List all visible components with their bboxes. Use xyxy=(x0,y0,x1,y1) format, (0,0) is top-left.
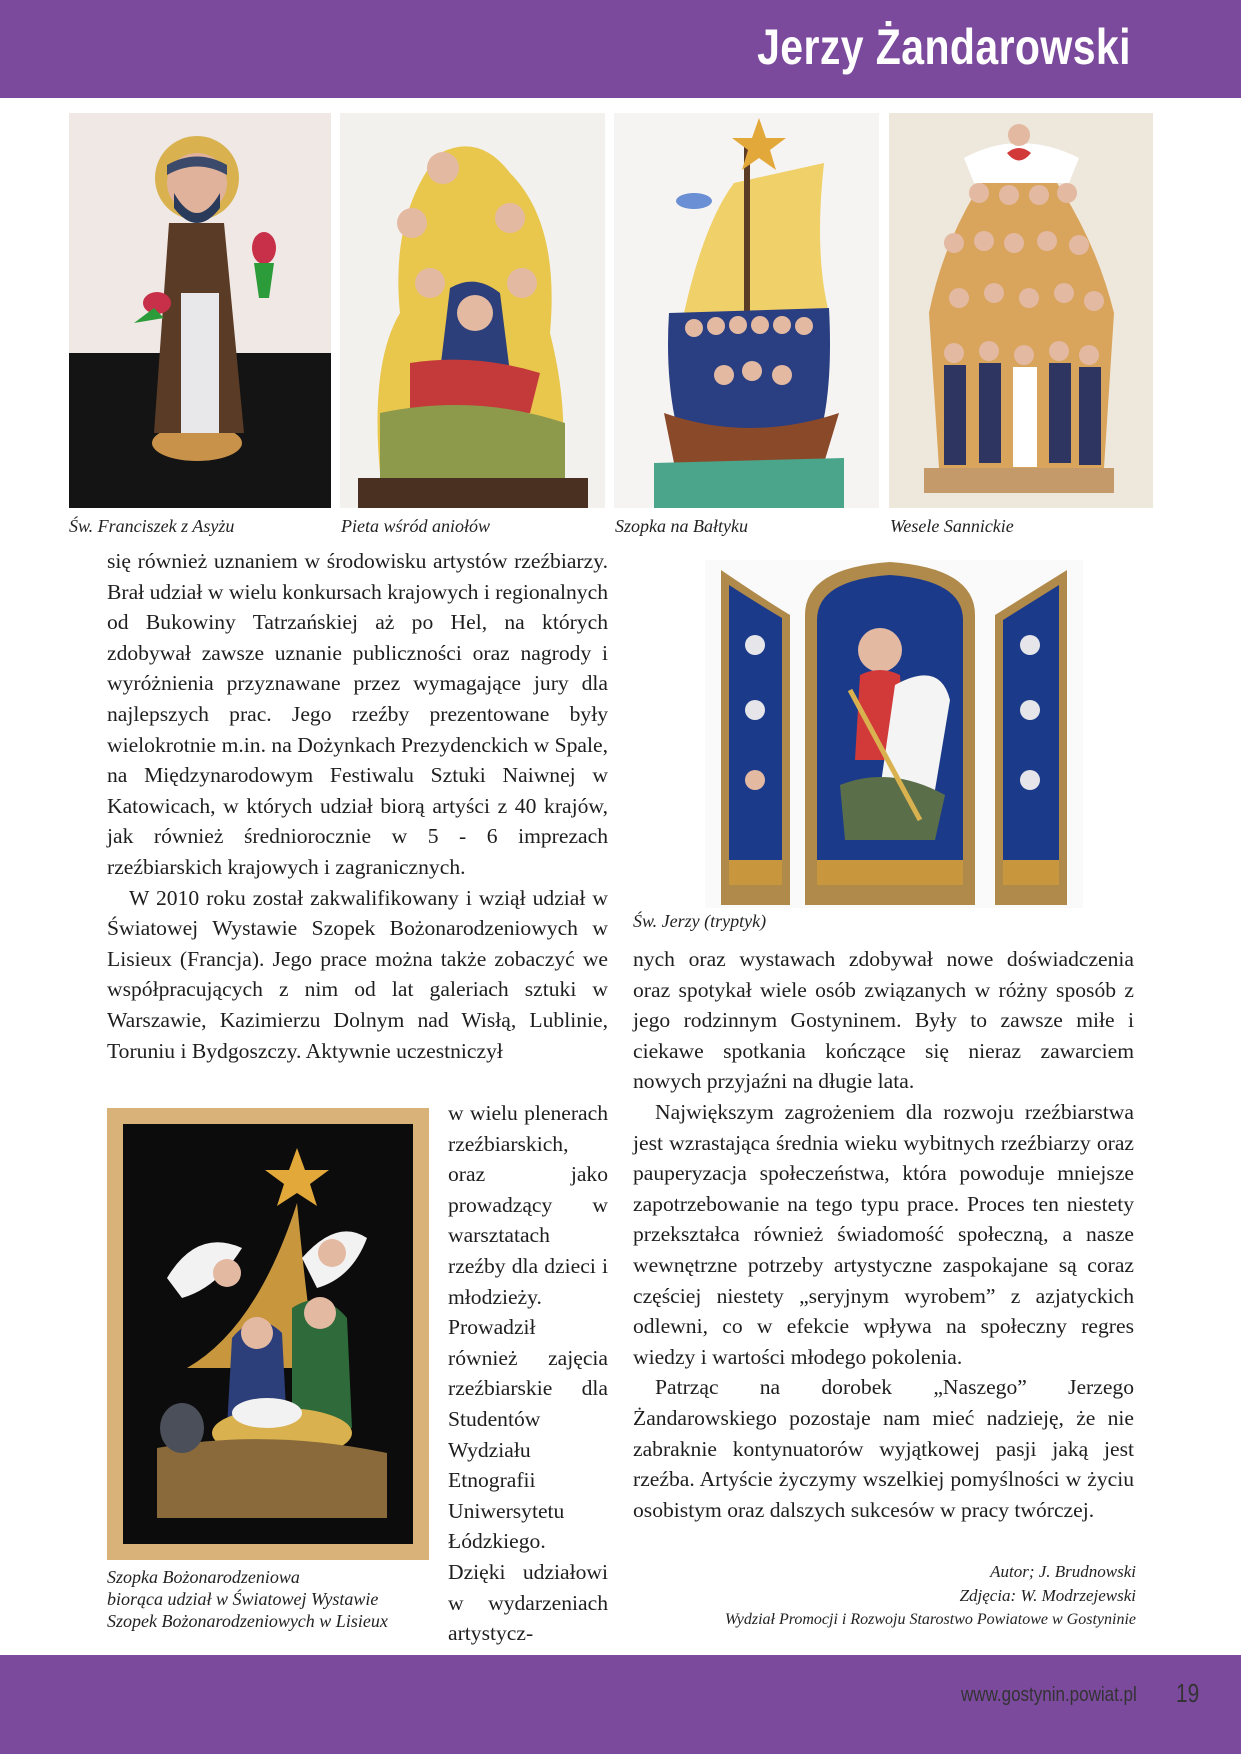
photo-wesele xyxy=(889,113,1153,508)
credit-photos: Zdjęcia: W. Modrzejewski xyxy=(959,1586,1136,1605)
article-narrow-column xyxy=(448,1098,608,1649)
credit-department: Wydział Promocji i Rozwoju Starostwo Powiatowe w Gostyninie xyxy=(724,1611,1136,1628)
paragraph: W 2010 roku został zakwalifikowany i wziął udział w Światowej Wystawie Szopek Bożonarodzeniowych w Lisieux (Francja). Jego prace można także zobaczyć we współpracujących z nim od lat galeriach sztuki w Warszawie, Kazimierzu Dolnym nad Wisłą, Lublinie, Toruniu i Bydgoszczy. Aktywnie uczestniczył xyxy=(107,885,608,1063)
article-left-column xyxy=(107,546,608,1066)
credit-author: Autor; J. Brudnowski xyxy=(990,1562,1136,1581)
caption-szopka-baltyk: Szopka na Bałtyku xyxy=(615,516,748,536)
photo-pieta xyxy=(340,113,605,508)
photo-franciszek xyxy=(69,113,331,508)
caption-franciszek: Św. Franciszek z Asyżu xyxy=(69,516,235,536)
credits xyxy=(725,1560,1136,1632)
paragraph: Największym zagrożeniem dla rozwoju rzeźbiarstwa jest wzrastająca średnia wieku wybitnych rzeźbiarzy oraz pauperyzacja społeczeństwa, która powoduje mniejsze zapotrzebowanie na tego typu prace. Proces ten niestety przekształca również świadomość społeczną, a nasze wewnętrzne potrzeby artystyczne zaspokajane są coraz częściej niestety „seryjnym wyrobem” z azjatyckich odlewni, co w efekcie wpływa na społeczny regres wiedzy i wartości młodego pokolenia. xyxy=(633,1099,1134,1369)
photo-jerzy-tryptyk xyxy=(705,560,1083,908)
article-right-column xyxy=(633,944,1134,1525)
paragraph: się również uznaniem w środowisku artystów rzeźbiarzy. Brał udział w wielu konkursach krajowych i regionalnych od Bukowiny Tatrzańskiej aż po Hel, na których zdobywał zawsze uznanie publiczności oraz nagrody i wyróżnienia przyznawane przez wymagające jury dla najlepszych prac. Jego rzeźby prezentowane były wielokrotnie m.in. na Dożynkach Prezydenckich w Spale, na Międzynarodowym Festiwalu Sztuki Naiwnej w Katowicach, w których udział biorą artyści z 40 krajów, jak również średniorocznie w 5 - 6 imprezach rzeźbiarskich krajowych i zagranicznych. xyxy=(107,549,608,879)
page-number: 19 xyxy=(1176,1678,1200,1708)
paragraph: w wielu plenerach rzeźbiarskich, oraz jako prowadzący w warsztatach rzeźby dla dzieci i młodzieży. Prowadził również zajęcia rzeźbiarskie dla Studentów Wydziału Etnografii Uniwersytetu Łódzkiego. Dzięki udziałowi w wydarzeniach artystycz- xyxy=(448,1101,608,1646)
article-title: Jerzy Żandarowski xyxy=(757,19,1131,75)
caption-line: Szopek Bożonarodzeniowych w Lisieux xyxy=(107,1611,388,1631)
footer-url[interactable]: www.gostynin.powiat.pl xyxy=(961,1684,1137,1706)
caption-szopka-lisieux xyxy=(107,1566,388,1632)
paragraph: nych oraz wystawach zdobywał nowe doświadczenia oraz spotykał wiele osób związanych w różny sposób z jego rodzinnym Gostyninem. Były to zawsze miłe i ciekawe spotkania kończące się nieraz zawarciem nowych przyjaźni na długie lata. xyxy=(633,947,1134,1094)
photo-szopka-baltyk xyxy=(614,113,879,508)
caption-line: Szopka Bożonarodzeniowa xyxy=(107,1567,300,1587)
caption-line: biorąca udział w Światowej Wystawie xyxy=(107,1589,379,1609)
caption-jerzy: Św. Jerzy (tryptyk) xyxy=(633,911,767,931)
paragraph: Patrząc na dorobek „Naszego” Jerzego Żandarowskiego pozostaje nam mieć nadzieję, że nie zabraknie kontynuatorów wyjątkowej pasji jaką jest rzeźba. Artyście życzymy wszelkiej pomyślności w życiu osobistym oraz dalszych sukcesów w pracy twórczej. xyxy=(633,1375,1134,1522)
caption-wesele: Wesele Sannickie xyxy=(890,516,1014,536)
photo-szopka-lisieux xyxy=(107,1108,429,1560)
caption-pieta: Pieta wśród aniołów xyxy=(341,516,491,536)
